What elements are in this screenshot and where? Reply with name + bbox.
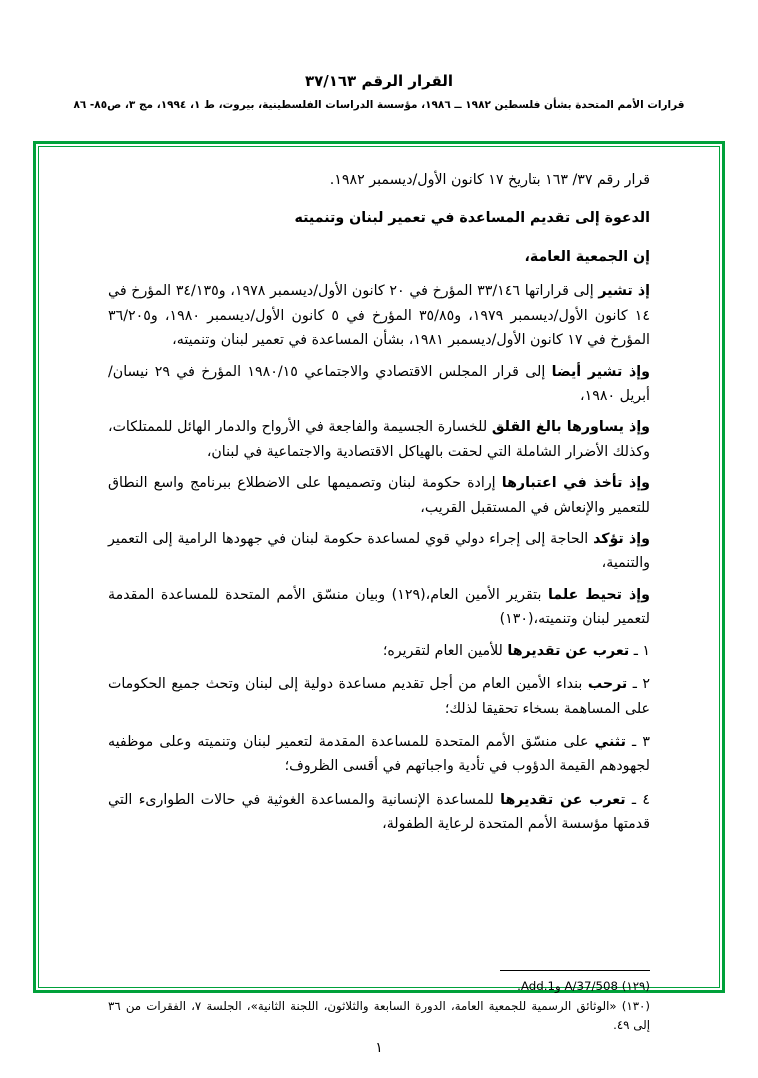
preamble-paragraph-5: وإذ تؤكد الحاجة إلى إجراء دولي قوي لمساعدة حكومة لبنان في جهودها الرامية إلى التعمير والتنمية، — [108, 531, 650, 572]
operative-paragraph-3: ٣ ـ تثني على منسّق الأمم المتحدة للمساعدة المقدمة لتعمير لبنان وتنميته وعلى موظفيه لجهودهم القيمة الدؤوب في تأدية واجباتهم في أقسى الظروف؛ — [108, 734, 650, 775]
footnote-130: (١٣٠) «الوثائق الرسمية للجمعية العامة، الدورة السابعة والثلاثون، اللجنة الثانية»، الجلسة ٧، الفقرات من ٣٦ إلى ٤٩. — [108, 999, 650, 1032]
operative-paragraph-1: ١ ـ تعرب عن تقديرها للأمين العام لتقريره؛ — [382, 642, 650, 659]
preamble-paragraph-1: إذ تشير إلى قراراتها ٣٣/١٤٦ المؤرخ في ٢٠ كانون الأول/ديسمبر ١٩٧٨، و٣٤/١٣٥ المؤرخ في ١٤ كانون الأول/ديسمبر ١٩٧٩، و٣٥/٨٥ المؤرخ في ٥ كانون الأول/ديسمبر ١٩٨٠، و٣٦/٢٠٥ المؤرخ في ١٧ كانون الأول/ديسمبر ١٩٨١، بشأن المساعدة في تعمير لبنان وتنميته، — [108, 283, 650, 349]
footnote-separator — [500, 970, 650, 971]
resolution-body — [74, 168, 684, 968]
resolution-number: قرار رقم ٣٧/ ١٦٣ بتاريخ ١٧ كانون الأول/ديسمبر ١٩٨٢. — [329, 172, 650, 188]
resolution-heading: الدعوة إلى تقديم المساعدة في تعمير لبنان وتنميته — [294, 210, 650, 227]
preamble-paragraph-4: وإذ تأخذ في اعتبارها إرادة حكومة لبنان وتصميمها على الاضطلاع ببرنامج واسع النطاق للتعمير والإنعاش في المستقبل القريب، — [108, 475, 650, 516]
footnotes-block — [108, 970, 650, 1036]
preamble-paragraph-3: وإذ يساورها بالغ القلق للخسارة الجسيمة والفاجعة في الأرواح والدمار الهائل للممتلكات، وكذلك الأضرار الشاملة التي لحقت بالهياكل الاقتصادية والاجتماعية في لبنان، — [108, 419, 650, 460]
preamble-paragraph-2: وإذ تشير أيضا إلى قرار المجلس الاقتصادي والاجتماعي ١٩٨٠/١٥ المؤرخ في ٢٩ نيسان/أبريل ١٩٨٠، — [108, 363, 650, 404]
document-header — [0, 72, 758, 113]
page-title: القرار الرقم ٣٧/١٦٣ — [304, 72, 454, 90]
operative-paragraph-4: ٤ ـ تعرب عن تقديرها للمساعدة الإنسانية والمساعدة الغوثية في حالات الطوارىء التي قدمتها مؤسسة الأمم المتحدة لرعاية الطفولة، — [108, 791, 650, 833]
page-number: ١ — [375, 1040, 383, 1056]
operative-paragraph-2: ٢ ـ ترحب بنداء الأمين العام من أجل تقديم مساعدة دولية إلى لبنان وتحث جميع الحكومات على المساهمة بسخاء تحقيقا لذلك؛ — [108, 676, 650, 717]
preamble-paragraph-6: وإذ تحيط علما بتقرير الأمين العام،(١٢٩) وبيان منسّق الأمم المتحدة للمساعدة المقدمة لتعمير لبنان وتنميته،(١٣٠) — [108, 586, 650, 628]
source-citation: قرارات الأمم المتحدة بشأن فلسطين ١٩٨٢ ــ ١٩٨٦، مؤسسة الدراسات الفلسطينية، بيروت، ط ١، ١٩٩٤، مج ٣، ص٨٥- ٨٦ — [73, 99, 685, 111]
footnote-129: (١٢٩) A/37/508 وAdd.1. — [517, 979, 650, 994]
issuing-organ: إن الجمعية العامة، — [524, 248, 650, 265]
